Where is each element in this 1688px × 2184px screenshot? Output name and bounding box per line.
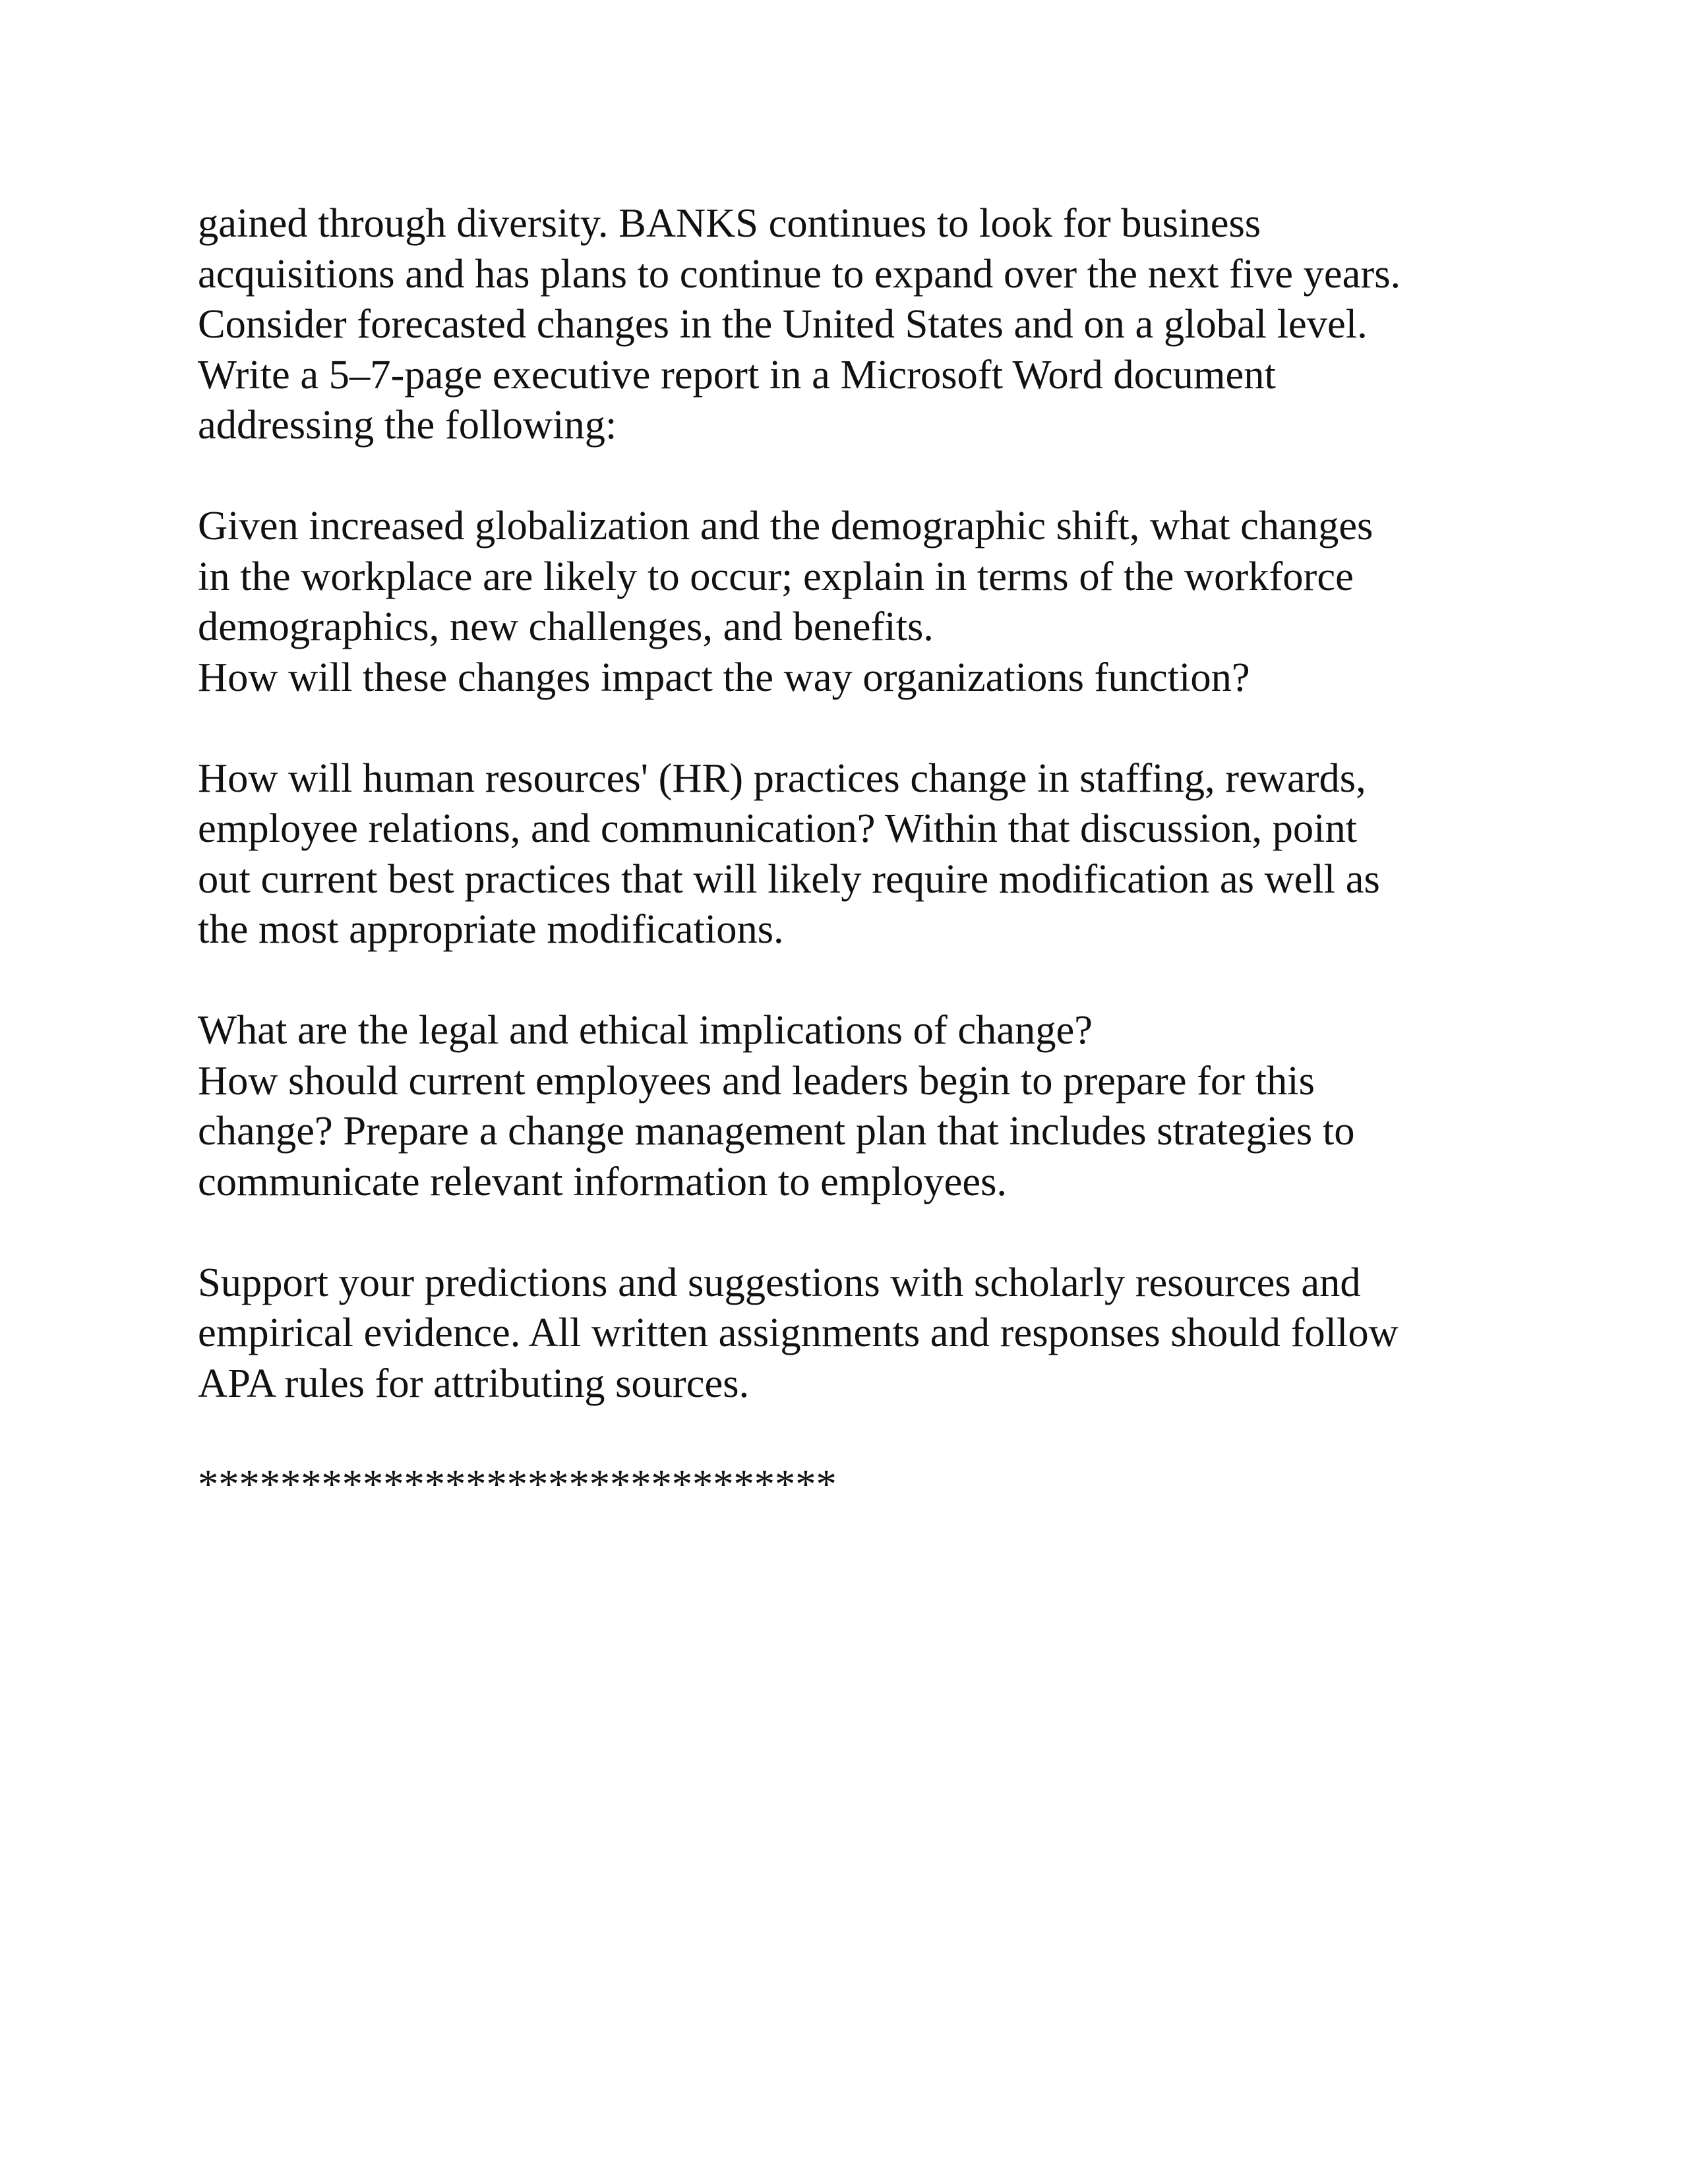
text-line: addressing the following: [198, 401, 617, 448]
text-line: APA rules for attributing sources. [198, 1359, 750, 1406]
text-line: the most appropriate modifications. [198, 906, 784, 952]
text-line: Consider forecasted changes in the United States and on a global level. [198, 301, 1368, 347]
text-line: acquisitions and has plans to continue to expand over the next five years. [198, 250, 1401, 297]
paragraph-gap [198, 450, 1556, 501]
text-line: How should current employees and leaders begin to prepare for this [198, 1057, 1315, 1104]
text-line: change? Prepare a change management plan that includes strategies to [198, 1107, 1355, 1154]
paragraph-gap [198, 702, 1556, 753]
paragraph-gap [198, 1408, 1556, 1459]
paragraph-gap [198, 955, 1556, 1005]
document-body [198, 198, 1556, 1509]
text-line: How will human resources' (HR) practices change in staffing, rewards, [198, 754, 1366, 801]
text-line: gained through diversity. BANKS continues to look for business [198, 200, 1261, 246]
text-line: in the workplace are likely to occur; explain in terms of the workforce [198, 552, 1354, 599]
text-line: How will these changes impact the way organizations function? [198, 653, 1250, 700]
text-line: empirical evidence. All written assignments and responses should follow [198, 1309, 1399, 1355]
text-line: out current best practices that will likely require modification as well as [198, 855, 1380, 902]
text-line: demographics, new challenges, and benefits. [198, 603, 934, 649]
paragraph-gap [198, 1206, 1556, 1257]
asterisk-divider: ******************************* [198, 1460, 837, 1507]
text-line: employee relations, and communication? Within that discussion, point [198, 805, 1358, 851]
text-line: communicate relevant information to employees. [198, 1158, 1008, 1204]
text-line: Given increased globalization and the demographic shift, what changes [198, 502, 1373, 548]
text-line: What are the legal and ethical implications of change? [198, 1007, 1093, 1053]
text-line: Write a 5–7-page executive report in a Microsoft Word document [198, 351, 1276, 398]
text-line: Support your predictions and suggestions with scholarly resources and [198, 1258, 1361, 1305]
